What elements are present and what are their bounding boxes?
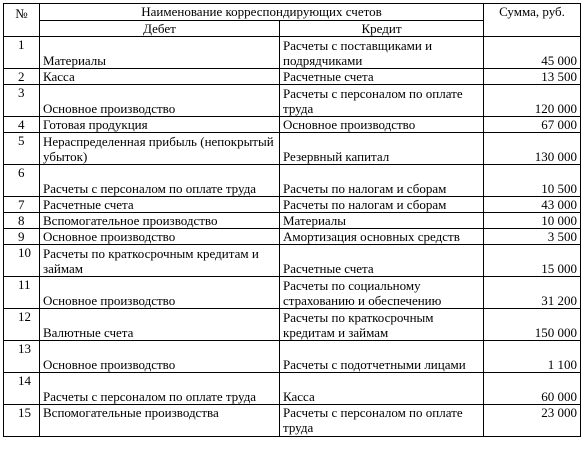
table-row (4, 165, 581, 197)
credit-account: Расчеты с поставщиками и подрядчиками (280, 37, 484, 69)
debit-account: Основное производство (40, 341, 280, 373)
debit-account: Расчеты по краткосрочным кредитам и займам (40, 245, 280, 277)
debit-account: Валютные счета (40, 309, 280, 341)
row-sum: 13 500 (484, 69, 581, 85)
table-row (4, 373, 581, 405)
row-number: 5 (4, 133, 40, 165)
table-row (4, 37, 581, 69)
debit-account: Основное производство (40, 277, 280, 309)
row-number: 9 (4, 229, 40, 245)
credit-account: Расчеты по социальному страхованию и обеспечению (280, 277, 484, 309)
credit-account: Расчеты по налогам и сборам (280, 165, 484, 197)
header-accounts: Наименование корреспондирующих счетов (40, 4, 484, 21)
credit-account: Материалы (280, 213, 484, 229)
debit-account: Расчеты с персоналом по оплате труда (40, 165, 280, 197)
row-sum: 1 100 (484, 341, 581, 373)
credit-account: Расчеты с персоналом по оплате труда (280, 405, 484, 437)
table-row (4, 69, 581, 85)
table-row (4, 245, 581, 277)
debit-account: Расчеты с персоналом по оплате труда (40, 373, 280, 405)
row-sum: 23 000 (484, 405, 581, 437)
row-number: 11 (4, 277, 40, 309)
table-row (4, 405, 581, 437)
table-row (4, 341, 581, 373)
table-row (4, 213, 581, 229)
row-number: 2 (4, 69, 40, 85)
row-number: 15 (4, 405, 40, 437)
header-sum: Сумма, руб. (484, 4, 581, 37)
credit-account: Амортизация основных средств (280, 229, 484, 245)
debit-account: Вспомогательное производство (40, 213, 280, 229)
credit-account: Расчетные счета (280, 245, 484, 277)
row-number: 8 (4, 213, 40, 229)
debit-account: Материалы (40, 37, 280, 69)
credit-account: Касса (280, 373, 484, 405)
debit-account: Основное производство (40, 85, 280, 117)
debit-account: Основное производство (40, 229, 280, 245)
transactions-table (3, 3, 581, 437)
row-sum: 120 000 (484, 85, 581, 117)
table-row (4, 85, 581, 117)
row-number: 14 (4, 373, 40, 405)
table-row (4, 277, 581, 309)
credit-account: Расчеты с подотчетными лицами (280, 341, 484, 373)
row-sum: 15 000 (484, 245, 581, 277)
debit-account: Нераспределенная прибыль (непокрытый убыток) (40, 133, 280, 165)
row-number: 4 (4, 117, 40, 133)
header-number: № (4, 4, 40, 37)
row-sum: 45 000 (484, 37, 581, 69)
credit-account: Расчеты по налогам и сборам (280, 197, 484, 213)
credit-account: Резервный капитал (280, 133, 484, 165)
row-number: 6 (4, 165, 40, 197)
credit-account: Основное производство (280, 117, 484, 133)
table-row (4, 117, 581, 133)
row-sum: 31 200 (484, 277, 581, 309)
row-number: 1 (4, 37, 40, 69)
row-number: 7 (4, 197, 40, 213)
credit-account: Расчеты с персоналом по оплате труда (280, 85, 484, 117)
row-sum: 150 000 (484, 309, 581, 341)
debit-account: Вспомогательные производства (40, 405, 280, 437)
row-sum: 67 000 (484, 117, 581, 133)
row-number: 3 (4, 85, 40, 117)
row-sum: 3 500 (484, 229, 581, 245)
table-row (4, 229, 581, 245)
row-sum: 43 000 (484, 197, 581, 213)
row-sum: 130 000 (484, 133, 581, 165)
credit-account: Расчетные счета (280, 69, 484, 85)
credit-account: Расчеты по краткосрочным кредитам и займам (280, 309, 484, 341)
row-number: 10 (4, 245, 40, 277)
row-sum: 60 000 (484, 373, 581, 405)
debit-account: Касса (40, 69, 280, 85)
table-row (4, 133, 581, 165)
table-row (4, 197, 581, 213)
header-debit: Дебет (40, 21, 280, 37)
row-number: 12 (4, 309, 40, 341)
row-sum: 10 000 (484, 213, 581, 229)
debit-account: Расчетные счета (40, 197, 280, 213)
debit-account: Готовая продукция (40, 117, 280, 133)
row-sum: 10 500 (484, 165, 581, 197)
row-number: 13 (4, 341, 40, 373)
header-credit: Кредит (280, 21, 484, 37)
table-row (4, 309, 581, 341)
